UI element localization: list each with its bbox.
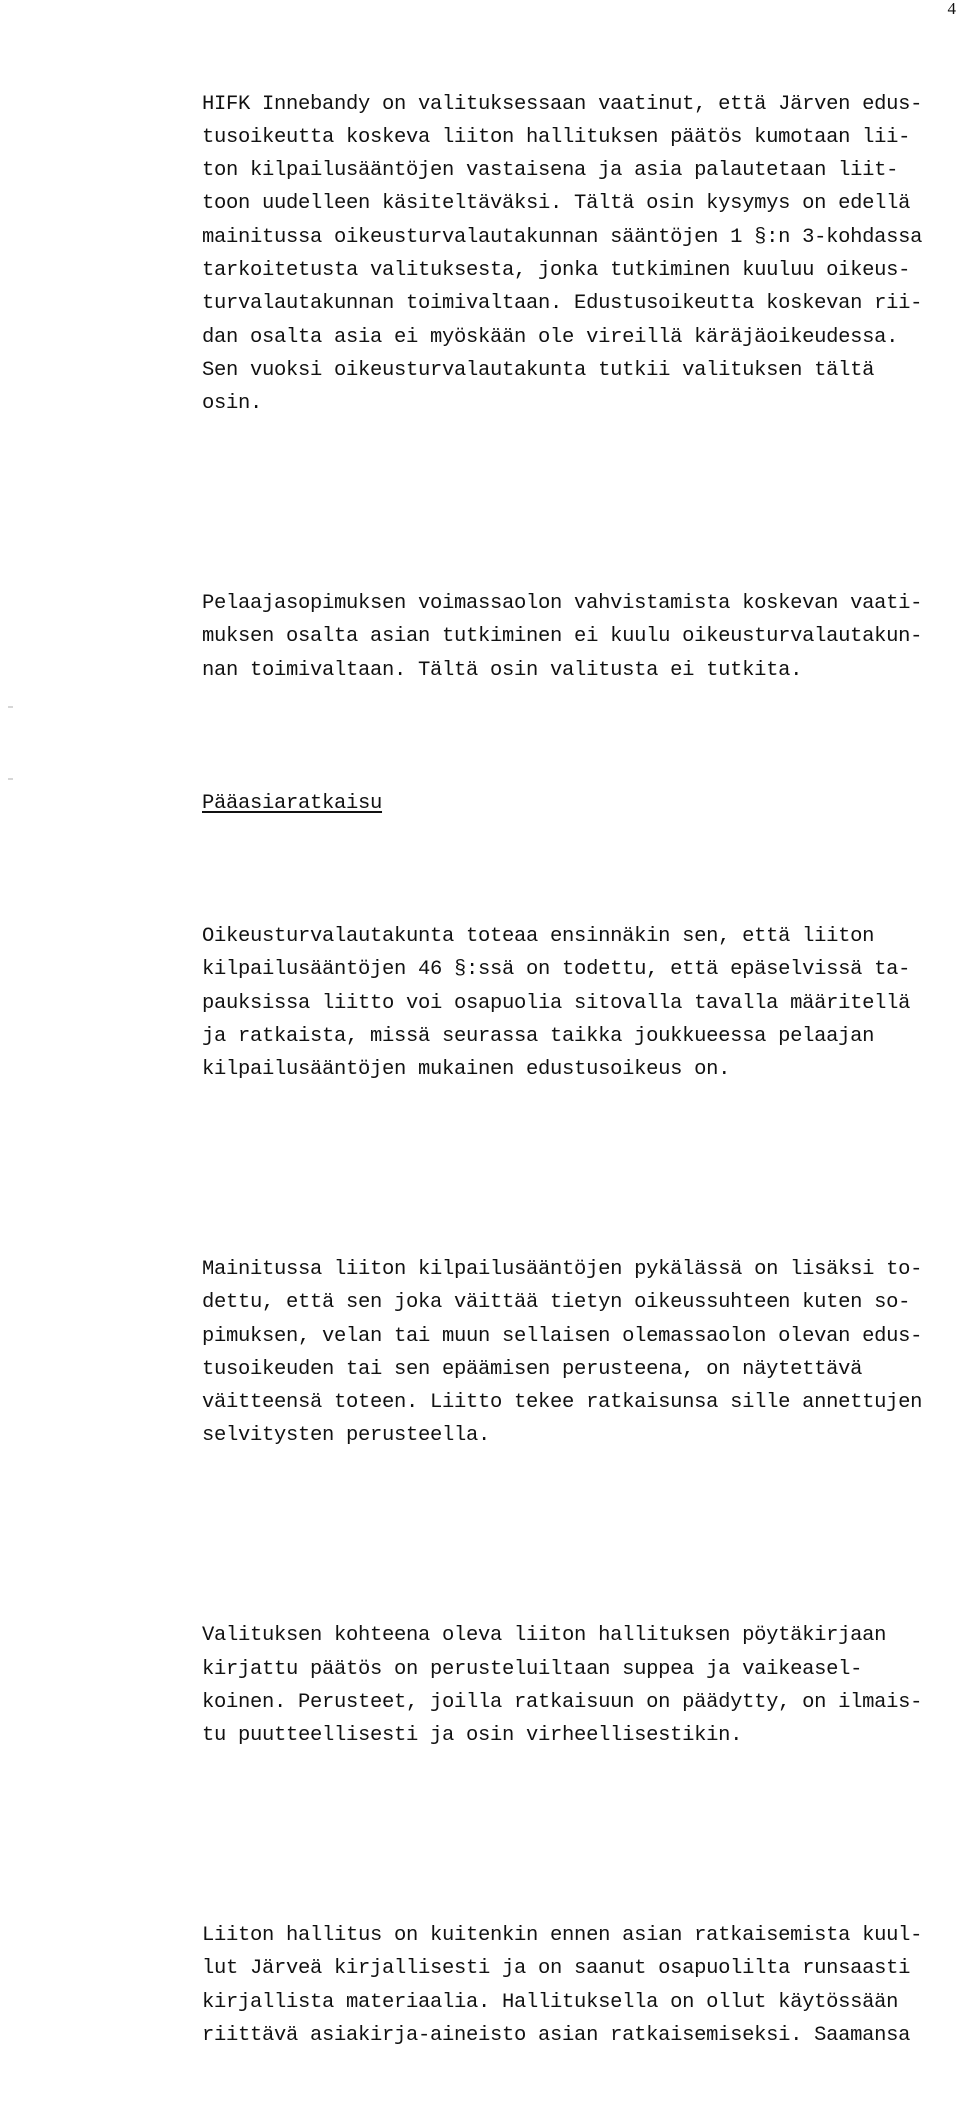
paragraph-gap xyxy=(202,487,954,520)
paragraph-gap xyxy=(202,1819,954,1852)
text-line: Valituksen kohteena oleva liiton hallituksen pöytäkirjaan xyxy=(202,1624,887,1648)
section-heading: Pääasiaratkaisu xyxy=(202,791,383,815)
paragraph xyxy=(202,1852,954,2118)
text-line: HIFK Innebandy on valituksessaan vaatinut, että Järven edus- xyxy=(202,92,923,116)
text-line: Sen vuoksi oikeusturvalautakunta tutkii valituksen tältä xyxy=(202,358,875,382)
document-body xyxy=(202,21,954,2119)
text-line: dettu, että sen joka väittää tietyn oikeussuhteen kuten so- xyxy=(202,1291,911,1315)
text-line: Liiton hallitus on kuitenkin ennen asian ratkaisemista kuul- xyxy=(202,1923,923,1947)
text-line: pimuksen, velan tai muun sellaisen olemassaolon olevan edus- xyxy=(202,1324,923,1348)
text-line: kilpailusääntöjen mukainen edustusoikeus on. xyxy=(202,1058,731,1082)
text-line: pauksissa liitto voi osapuolia sitovalla tavalla määritellä xyxy=(202,991,911,1015)
paragraph-gap xyxy=(202,1153,954,1186)
text-line: ja ratkaista, missä seurassa taikka joukkueessa pelaajan xyxy=(202,1024,875,1048)
text-line: koinen. Perusteet, joilla ratkaisuun on päädytty, on ilmais- xyxy=(202,1690,923,1714)
text-line: Oikeusturvalautakunta toteaa ensinnäkin sen, että liiton xyxy=(202,925,875,949)
text-line: turvalautakunnan toimivaltaan. Edustusoikeutta koskevan rii- xyxy=(202,292,923,316)
text-line: kirjallista materiaalia. Hallituksella on ollut käytössään xyxy=(202,1990,899,2014)
scan-margin-mark xyxy=(8,706,13,708)
paragraph xyxy=(202,1186,954,1519)
text-line: riittävä asiakirja-aineisto asian ratkaisemiseksi. Saamansa xyxy=(202,2023,911,2047)
text-line: tusoikeutta koskeva liiton hallituksen päätös kumotaan lii- xyxy=(202,125,911,149)
text-line: ton kilpailusääntöjen vastaisena ja asia palautetaan liit- xyxy=(202,159,899,183)
text-line: lut Järveä kirjallisesti ja on saanut osapuolilta runsaasti xyxy=(202,1957,911,1981)
paragraph-gap xyxy=(202,820,954,853)
text-line: mainitussa oikeusturvalautakunnan sääntöjen 1 §:n 3-kohdassa xyxy=(202,225,923,249)
text-line: selvitysten perusteella. xyxy=(202,1424,491,1448)
text-line: tusoikeuden tai sen epäämisen perusteena, on näytettävä xyxy=(202,1357,863,1381)
text-line: kilpailusääntöjen 46 §:ssä on todettu, että epäselvissä ta- xyxy=(202,958,911,982)
paragraph-gap xyxy=(202,1519,954,1552)
text-line: väitteensä toteen. Liitto tekee ratkaisunsa sille annettujen xyxy=(202,1391,923,1415)
paragraph xyxy=(202,853,954,1153)
text-line: muksen osalta asian tutkiminen ei kuulu oikeusturvalautakun- xyxy=(202,625,923,649)
scan-margin-mark xyxy=(8,778,13,780)
text-line: Pelaajasopimuksen voimassaolon vahvistamista koskevan vaati- xyxy=(202,592,923,616)
text-line: osin. xyxy=(202,392,263,416)
paragraph xyxy=(202,21,954,487)
text-line: dan osalta asia ei myöskään ole vireillä käräjäoikeudessa. xyxy=(202,325,899,349)
text-line: kirjattu päätös on perusteluiltaan suppea ja vaikeasel- xyxy=(202,1657,863,1681)
page-number: 4 xyxy=(947,0,956,18)
text-line: toon uudelleen käsiteltäväksi. Tältä osin kysymys on edellä xyxy=(202,192,911,216)
paragraph xyxy=(202,1553,954,1819)
text-line: tarkoitetusta valituksesta, jonka tutkiminen kuuluu oikeus- xyxy=(202,259,911,283)
text-line: tu puutteellisesti ja osin virheellisestikin. xyxy=(202,1724,743,1748)
paragraph-gap xyxy=(202,754,954,787)
paragraph xyxy=(202,520,954,753)
text-line: nan toimivaltaan. Tältä osin valitusta ei tutkita. xyxy=(202,658,803,682)
text-line: Mainitussa liiton kilpailusääntöjen pykälässä on lisäksi to- xyxy=(202,1257,923,1281)
